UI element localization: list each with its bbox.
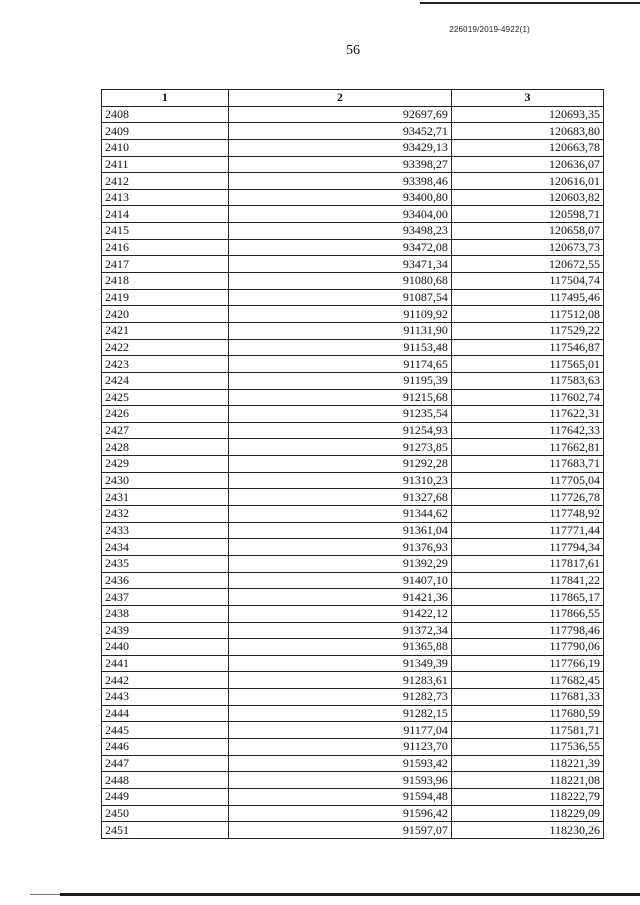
point-number-cell: 2433 bbox=[102, 522, 229, 539]
x-coordinate-cell: 91361,04 bbox=[228, 522, 451, 539]
x-coordinate-cell: 93400,80 bbox=[228, 189, 451, 206]
y-coordinate-cell: 117705,04 bbox=[451, 472, 603, 489]
point-number-cell: 2409 bbox=[102, 123, 229, 140]
point-number-cell: 2451 bbox=[102, 822, 229, 839]
y-coordinate-cell: 118229,09 bbox=[451, 805, 603, 822]
point-number-cell: 2410 bbox=[102, 139, 229, 156]
bottom-scan-rule bbox=[60, 893, 640, 896]
point-number-cell: 2445 bbox=[102, 722, 229, 739]
x-coordinate-cell: 91593,42 bbox=[228, 755, 451, 772]
y-coordinate-cell: 117682,45 bbox=[451, 672, 603, 689]
table-row bbox=[102, 239, 604, 256]
y-coordinate-cell: 117817,61 bbox=[451, 555, 603, 572]
table-row bbox=[102, 339, 604, 356]
y-coordinate-cell: 117790,06 bbox=[451, 639, 603, 656]
point-number-cell: 2418 bbox=[102, 273, 229, 290]
table-row bbox=[102, 456, 604, 473]
point-number-cell: 2442 bbox=[102, 672, 229, 689]
table-row bbox=[102, 372, 604, 389]
x-coordinate-cell: 91597,07 bbox=[228, 822, 451, 839]
table-row bbox=[102, 539, 604, 556]
coordinates-table bbox=[101, 89, 604, 839]
x-coordinate-cell: 91407,10 bbox=[228, 572, 451, 589]
table-row bbox=[102, 223, 604, 240]
x-coordinate-cell: 91421,36 bbox=[228, 589, 451, 606]
x-coordinate-cell: 91372,34 bbox=[228, 622, 451, 639]
point-number-cell: 2447 bbox=[102, 755, 229, 772]
x-coordinate-cell: 93398,46 bbox=[228, 173, 451, 190]
x-coordinate-cell: 91283,61 bbox=[228, 672, 451, 689]
table-row bbox=[102, 622, 604, 639]
y-coordinate-cell: 120598,71 bbox=[451, 206, 603, 223]
y-coordinate-cell: 120663,78 bbox=[451, 139, 603, 156]
table-row bbox=[102, 639, 604, 656]
point-number-cell: 2443 bbox=[102, 689, 229, 706]
y-coordinate-cell: 120603,82 bbox=[451, 189, 603, 206]
point-number-cell: 2422 bbox=[102, 339, 229, 356]
x-coordinate-cell: 93398,27 bbox=[228, 156, 451, 173]
table-row bbox=[102, 522, 604, 539]
y-coordinate-cell: 117866,55 bbox=[451, 605, 603, 622]
point-number-cell: 2417 bbox=[102, 256, 229, 273]
x-coordinate-cell: 91273,85 bbox=[228, 439, 451, 456]
point-number-cell: 2429 bbox=[102, 456, 229, 473]
y-coordinate-cell: 117680,59 bbox=[451, 705, 603, 722]
y-coordinate-cell: 120616,01 bbox=[451, 173, 603, 190]
y-coordinate-cell: 117583,63 bbox=[451, 372, 603, 389]
x-coordinate-cell: 91594,48 bbox=[228, 788, 451, 805]
point-number-cell: 2430 bbox=[102, 472, 229, 489]
point-number-cell: 2412 bbox=[102, 173, 229, 190]
x-coordinate-cell: 91422,12 bbox=[228, 605, 451, 622]
y-coordinate-cell: 117495,46 bbox=[451, 289, 603, 306]
table-row bbox=[102, 788, 604, 805]
y-coordinate-cell: 117529,22 bbox=[451, 322, 603, 339]
table-row bbox=[102, 472, 604, 489]
table-row bbox=[102, 805, 604, 822]
x-coordinate-cell: 93471,34 bbox=[228, 256, 451, 273]
y-coordinate-cell: 117622,31 bbox=[451, 406, 603, 423]
table-row bbox=[102, 772, 604, 789]
y-coordinate-cell: 118222,79 bbox=[451, 788, 603, 805]
table-row bbox=[102, 306, 604, 323]
point-number-cell: 2441 bbox=[102, 655, 229, 672]
y-coordinate-cell: 117642,33 bbox=[451, 422, 603, 439]
x-coordinate-cell: 91177,04 bbox=[228, 722, 451, 739]
table-row bbox=[102, 672, 604, 689]
point-number-cell: 2432 bbox=[102, 506, 229, 523]
table-row bbox=[102, 356, 604, 373]
y-coordinate-cell: 117748,92 bbox=[451, 506, 603, 523]
table-row bbox=[102, 655, 604, 672]
x-coordinate-cell: 91087,54 bbox=[228, 289, 451, 306]
x-coordinate-cell: 93498,23 bbox=[228, 223, 451, 240]
point-number-cell: 2416 bbox=[102, 239, 229, 256]
y-coordinate-cell: 118221,39 bbox=[451, 755, 603, 772]
point-number-cell: 2446 bbox=[102, 738, 229, 755]
table-row bbox=[102, 139, 604, 156]
x-coordinate-cell: 91131,90 bbox=[228, 322, 451, 339]
x-coordinate-cell: 91282,15 bbox=[228, 705, 451, 722]
y-coordinate-cell: 117662,81 bbox=[451, 439, 603, 456]
x-coordinate-cell: 92697,69 bbox=[228, 106, 451, 123]
y-coordinate-cell: 117771,44 bbox=[451, 522, 603, 539]
table-row bbox=[102, 489, 604, 506]
x-coordinate-cell: 91123,70 bbox=[228, 738, 451, 755]
document-id: 226019/2019-4922(1) bbox=[449, 25, 530, 34]
y-coordinate-cell: 117798,46 bbox=[451, 622, 603, 639]
point-number-cell: 2413 bbox=[102, 189, 229, 206]
y-coordinate-cell: 117766,19 bbox=[451, 655, 603, 672]
x-coordinate-cell: 91109,92 bbox=[228, 306, 451, 323]
x-coordinate-cell: 91195,39 bbox=[228, 372, 451, 389]
point-number-cell: 2426 bbox=[102, 406, 229, 423]
table-row bbox=[102, 123, 604, 140]
table-row bbox=[102, 738, 604, 755]
x-coordinate-cell: 91596,42 bbox=[228, 805, 451, 822]
x-coordinate-cell: 91593,96 bbox=[228, 772, 451, 789]
y-coordinate-cell: 117683,71 bbox=[451, 456, 603, 473]
x-coordinate-cell: 91376,93 bbox=[228, 539, 451, 556]
table-row bbox=[102, 439, 604, 456]
point-number-cell: 2435 bbox=[102, 555, 229, 572]
point-number-cell: 2419 bbox=[102, 289, 229, 306]
table-row bbox=[102, 273, 604, 290]
x-coordinate-cell: 93452,71 bbox=[228, 123, 451, 140]
table-row bbox=[102, 422, 604, 439]
y-coordinate-cell: 117504,74 bbox=[451, 273, 603, 290]
point-number-cell: 2439 bbox=[102, 622, 229, 639]
x-coordinate-cell: 91349,39 bbox=[228, 655, 451, 672]
column-header-1: 1 bbox=[102, 90, 229, 107]
y-coordinate-cell: 118230,26 bbox=[451, 822, 603, 839]
y-coordinate-cell: 117841,22 bbox=[451, 572, 603, 589]
point-number-cell: 2434 bbox=[102, 539, 229, 556]
table-row bbox=[102, 572, 604, 589]
point-number-cell: 2424 bbox=[102, 372, 229, 389]
y-coordinate-cell: 117681,33 bbox=[451, 689, 603, 706]
y-coordinate-cell: 117581,71 bbox=[451, 722, 603, 739]
page-number: 56 bbox=[346, 43, 360, 58]
x-coordinate-cell: 91310,23 bbox=[228, 472, 451, 489]
column-header-3: 3 bbox=[451, 90, 603, 107]
table-row bbox=[102, 173, 604, 190]
y-coordinate-cell: 117546,87 bbox=[451, 339, 603, 356]
y-coordinate-cell: 117536,55 bbox=[451, 738, 603, 755]
table-row bbox=[102, 106, 604, 123]
x-coordinate-cell: 91282,73 bbox=[228, 689, 451, 706]
point-number-cell: 2448 bbox=[102, 772, 229, 789]
table-row bbox=[102, 555, 604, 572]
x-coordinate-cell: 91215,68 bbox=[228, 389, 451, 406]
table-row bbox=[102, 589, 604, 606]
point-number-cell: 2436 bbox=[102, 572, 229, 589]
x-coordinate-cell: 91153,48 bbox=[228, 339, 451, 356]
table-row bbox=[102, 256, 604, 273]
point-number-cell: 2420 bbox=[102, 306, 229, 323]
table-row bbox=[102, 705, 604, 722]
table-row bbox=[102, 156, 604, 173]
point-number-cell: 2444 bbox=[102, 705, 229, 722]
x-coordinate-cell: 91080,68 bbox=[228, 273, 451, 290]
table-row bbox=[102, 722, 604, 739]
table-row bbox=[102, 506, 604, 523]
point-number-cell: 2423 bbox=[102, 356, 229, 373]
y-coordinate-cell: 120683,80 bbox=[451, 123, 603, 140]
point-number-cell: 2450 bbox=[102, 805, 229, 822]
x-coordinate-cell: 93429,13 bbox=[228, 139, 451, 156]
point-number-cell: 2438 bbox=[102, 605, 229, 622]
point-number-cell: 2440 bbox=[102, 639, 229, 656]
y-coordinate-cell: 118221,08 bbox=[451, 772, 603, 789]
point-number-cell: 2408 bbox=[102, 106, 229, 123]
table-body bbox=[102, 106, 604, 838]
table-row bbox=[102, 605, 604, 622]
point-number-cell: 2425 bbox=[102, 389, 229, 406]
top-scan-rule bbox=[420, 2, 640, 4]
y-coordinate-cell: 117565,01 bbox=[451, 356, 603, 373]
y-coordinate-cell: 120693,35 bbox=[451, 106, 603, 123]
x-coordinate-cell: 91235,54 bbox=[228, 406, 451, 423]
column-header-2: 2 bbox=[228, 90, 451, 107]
point-number-cell: 2421 bbox=[102, 322, 229, 339]
point-number-cell: 2437 bbox=[102, 589, 229, 606]
table-row bbox=[102, 189, 604, 206]
table-row bbox=[102, 406, 604, 423]
point-number-cell: 2411 bbox=[102, 156, 229, 173]
table-row bbox=[102, 822, 604, 839]
y-coordinate-cell: 117726,78 bbox=[451, 489, 603, 506]
x-coordinate-cell: 93404,00 bbox=[228, 206, 451, 223]
y-coordinate-cell: 117602,74 bbox=[451, 389, 603, 406]
table-row bbox=[102, 289, 604, 306]
y-coordinate-cell: 120673,73 bbox=[451, 239, 603, 256]
point-number-cell: 2427 bbox=[102, 422, 229, 439]
point-number-cell: 2449 bbox=[102, 788, 229, 805]
table-row bbox=[102, 755, 604, 772]
x-coordinate-cell: 91392,29 bbox=[228, 555, 451, 572]
point-number-cell: 2431 bbox=[102, 489, 229, 506]
y-coordinate-cell: 120636,07 bbox=[451, 156, 603, 173]
table-row bbox=[102, 322, 604, 339]
y-coordinate-cell: 117512,08 bbox=[451, 306, 603, 323]
point-number-cell: 2428 bbox=[102, 439, 229, 456]
x-coordinate-cell: 91344,62 bbox=[228, 506, 451, 523]
point-number-cell: 2415 bbox=[102, 223, 229, 240]
y-coordinate-cell: 117865,17 bbox=[451, 589, 603, 606]
x-coordinate-cell: 91292,28 bbox=[228, 456, 451, 473]
x-coordinate-cell: 93472,08 bbox=[228, 239, 451, 256]
y-coordinate-cell: 120672,55 bbox=[451, 256, 603, 273]
y-coordinate-cell: 120658,07 bbox=[451, 223, 603, 240]
table-row bbox=[102, 389, 604, 406]
table-header-row bbox=[102, 90, 604, 107]
point-number-cell: 2414 bbox=[102, 206, 229, 223]
y-coordinate-cell: 117794,34 bbox=[451, 539, 603, 556]
x-coordinate-cell: 91254,93 bbox=[228, 422, 451, 439]
table-row bbox=[102, 689, 604, 706]
x-coordinate-cell: 91174,65 bbox=[228, 356, 451, 373]
x-coordinate-cell: 91365,88 bbox=[228, 639, 451, 656]
x-coordinate-cell: 91327,68 bbox=[228, 489, 451, 506]
table-row bbox=[102, 206, 604, 223]
